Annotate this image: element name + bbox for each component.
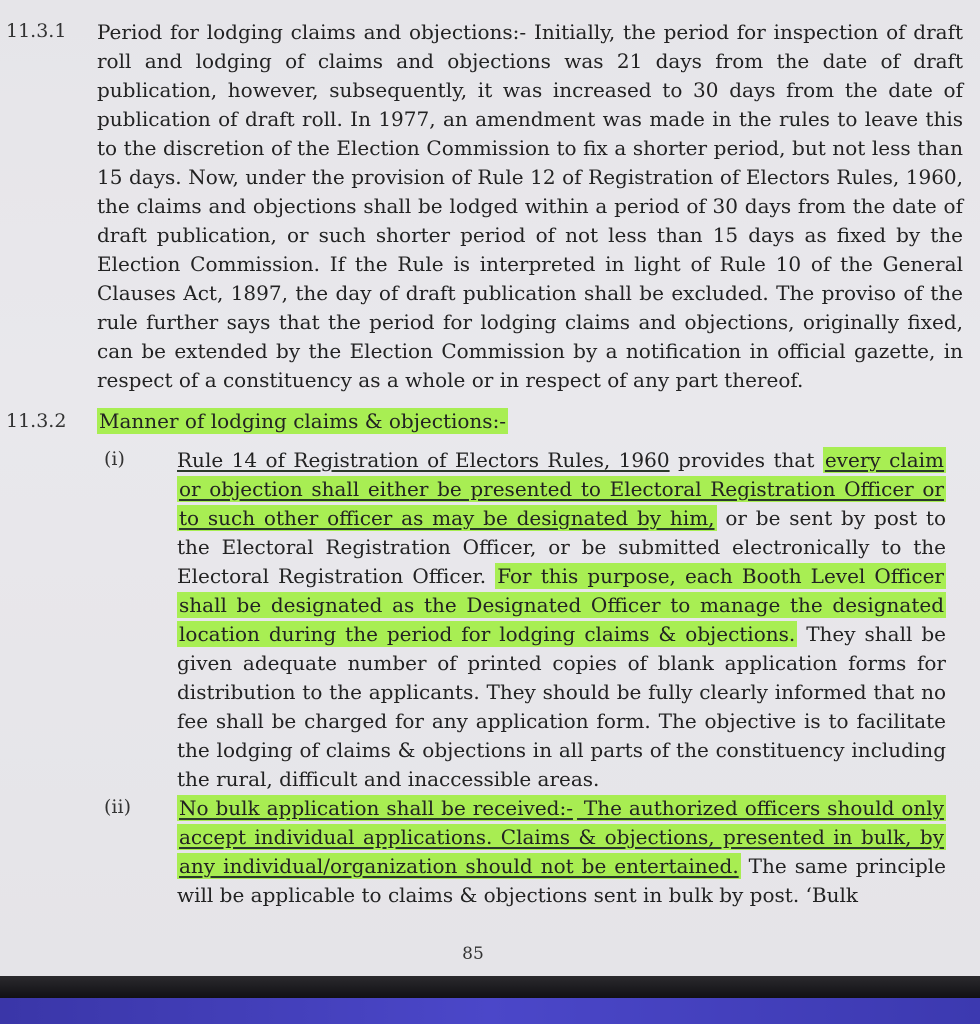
section-11-3-1-body: Initially, the period for inspection of draft roll and lodging of claims and objections was 21 days from the date of draft publication, however, subsequently, it was increased to 30 days from the date of publication of draft roll. In 1977, an amendment was made in the rules to leave this to the discretion of the Election Commission to fix a shorter period, but not less than 15 days. Now, under the provision of Rule 12 of Registration of Electors Rules, 1960, the claims and objections shall be lodged within a period of 30 days from the date of draft publication, or such shorter period of not less than 15 days as fixed by the Election Commission. If the Rule is interpreted in light of Rule 10 of the General Clauses Act, 1897, the day of draft publication shall be excluded. The proviso of the rule further says that the period for lodging claims and objections, originally fixed, can be extended by the Election Commission by a notification in official gazette, in respect of a constituency as a whole or in respect of any part thereof. — [97, 20, 964, 392]
item-i-highlight-designated-officer: For this purpose, each Booth Level Officer shall be designated as the Designated Officer to manage the designated location during the period for lodging claims & objections. — [179, 564, 944, 646]
item-i-rule-reference: Rule 14 of Registration of Electors Rules, 1960 — [177, 448, 670, 472]
section-11-3-2-heading-text: Manner of lodging claims & objections:- — [99, 409, 507, 433]
item-ii-highlight-no-bulk: No bulk application shall be received:- — [179, 796, 573, 820]
item-i-paragraph — [177, 446, 946, 794]
item-i-highlight-claim: every claim or objection shall either be presented to Electoral Registration Officer or to such other officer as may be designated by him, — [179, 448, 945, 530]
book-cover — [0, 998, 980, 1024]
page-number: 85 — [462, 944, 484, 964]
item-ii-paragraph — [177, 794, 946, 910]
item-i-label: (i) — [104, 448, 125, 470]
item-i-text-c: They shall be given adequate number of printed copies of blank application forms for distribution to the applicants. They should be fully clearly informed that no fee shall be charged for any application form. The objective is to facilitate the lodging of claims & objections in all parts of the constituency including the rural, difficult and inaccessible areas. — [177, 622, 946, 791]
item-ii-highlight-individual: The authorized officers should only accept individual applications. Claims & objections, presented in bulk, by any individual/organization should not be entertained. — [179, 796, 944, 878]
section-11-3-1-title: Period for lodging claims and objections:- — [97, 20, 527, 44]
section-11-3-2-heading — [97, 409, 508, 433]
item-ii-text-tail: The same principle will be applicable to claims & objections sent in bulk by post. ‘Bulk — [177, 854, 946, 907]
item-ii-label: (ii) — [104, 796, 131, 818]
item-i-text-a: provides that — [669, 448, 823, 472]
section-number-11-3-2: 11.3.2 — [6, 410, 67, 432]
section-11-3-1-paragraph — [97, 18, 963, 395]
section-number-11-3-1: 11.3.1 — [6, 20, 67, 42]
item-i-text-b: or be sent by post to the Electoral Registration Officer, or be submitted electronically to the Electoral Registration Officer. — [177, 506, 946, 588]
book-edge-shadow — [0, 976, 980, 998]
